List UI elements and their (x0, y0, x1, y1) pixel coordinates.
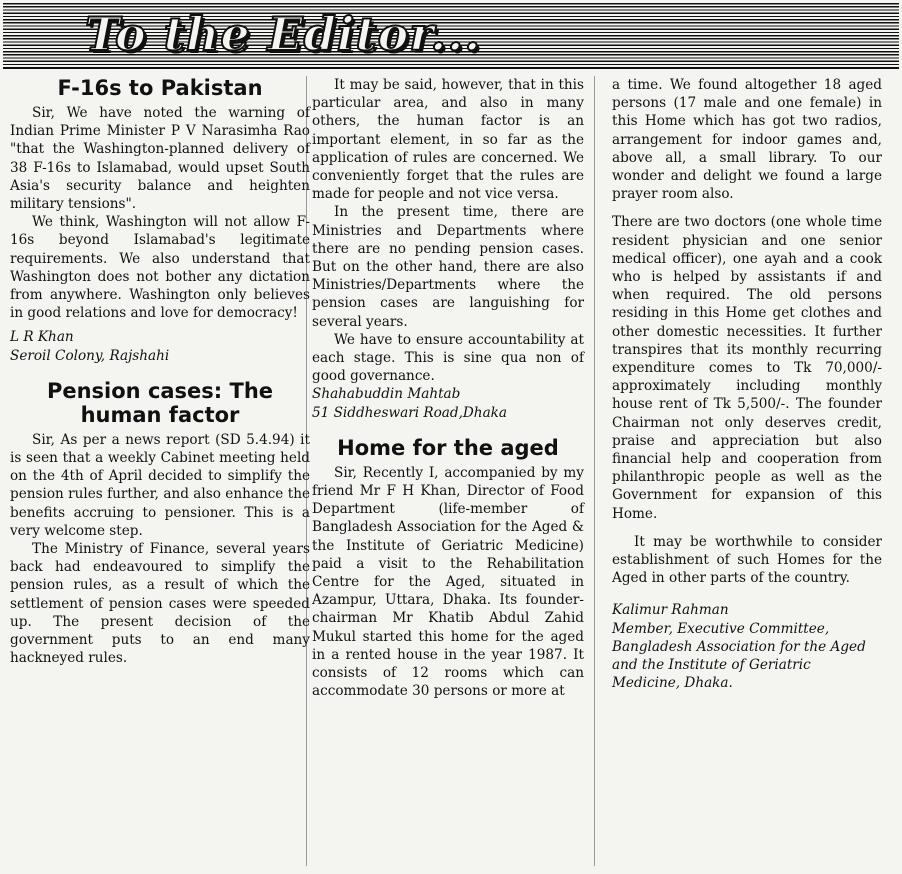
letter-paragraph: Sir, We have noted the warning of Indian Prime Minister P V Narasimha Rao "that the Washington-planned delivery of 38 F-16s to Islamabad, would upset South Asia's security balance and heighten military tensions". (10, 105, 310, 213)
column-1 (10, 76, 310, 667)
letter-signature-name: Kalimur Rahman (612, 602, 729, 619)
letter-paragraph: There are two doctors (one whole time resident physician and one senior medical officer), one ayah and a cook who is helped by assistants if and when required. The old persons residing in this Home get clothes and other domestic necessities. It further transpires that its monthly recurring expenditure comes to Tk 70,000/- approximately including monthly house rent of Tk 5,500/-. The founder Chairman not only deserves credit, praise and appreciation but also financial help and cooperation from philanthropic people as well as the Government for expansion of this Home. (612, 214, 882, 522)
letter-signature-organization: Bangladesh Association for the Aged and the Institute of Geriatric Medicine, Dhaka. (612, 638, 866, 692)
letter-signature-address: 51 Siddheswari Road,Dhaka (312, 404, 508, 421)
letter-paragraph: Sir, Recently I, accompanied by my friend Mr F H Khan, Director of Food Department (life-member of Bangladesh Association for the Aged & the Institute of Geriatric Medicine) paid a visit to the Rehabilitation Centre for the Aged, situated in Azampur, Uttara, Dhaka. Its founder-chairman Mr Khatib Abdul Zahid Mukul started this home for the aged in a rented house in the year 1987. It consists of 12 rooms which can accommodate 30 persons or more at (312, 464, 584, 700)
letter-headline: Pension cases: The human factor (46, 378, 274, 427)
letter-signature-name: Shahabuddin Mahtab (312, 386, 461, 403)
letter-signature-address: Seroil Colony, Rajshahi (10, 347, 170, 364)
letter-home-aged-continued (612, 76, 882, 693)
section-banner (3, 3, 899, 69)
letter-headline: F-16s to Pakistan (57, 76, 263, 100)
letter-headline: Home for the aged (337, 435, 559, 460)
letter-paragraph: In the present time, there are Ministries and Departments where there are no pending pension cases. But on the other hand, there are also Ministries/Departments where the pension cases are languishing for several years. (312, 204, 584, 330)
letter-signature-name: L R Khan (10, 329, 74, 346)
letter-paragraph: It may be said, however, that in this particular area, and also in many others, the human factor is an important element, in so far as the application of rules are concerned. We conveniently forget that the rules are made for people and not vice versa. (312, 77, 584, 203)
letter-paragraph: It may be worthwhile to consider establishment of such Homes for the Aged in other parts of the country. (612, 533, 882, 587)
letter-paragraph: We think, Washington will not allow F-16s beyond Islamabad's legitimate requirements. We also understand that Washington does not bother any dictation from anywhere. Washington only believes in good relations and love for democracy! (10, 214, 310, 322)
section-title: To the Editor... (85, 7, 482, 61)
letter-paragraph: The Ministry of Finance, several years back had endeavoured to simplify the pension rules, as a result of which the settlement of pension cases were speeded up. The present decision of the government puts to an end many hackneyed rules. (10, 541, 310, 667)
letter-home-aged (312, 436, 584, 701)
letter-signature-title: Member, Executive Committee, (612, 620, 830, 637)
letter-pension-continued (312, 76, 584, 422)
letter-paragraph: Sir, As per a news report (SD 5.4.94) it is seen that a weekly Cabinet meeting held on the 4th of April decided to simplify the pension rules further, and also enhance the benefits accruing to pensioner. This is a very welcome step. (10, 431, 310, 539)
letter-paragraph: We have to ensure accountability at each stage. This is sine qua non of good governance. (312, 331, 584, 385)
letter-f16 (10, 76, 310, 365)
letter-pension (10, 379, 310, 668)
column-2 (312, 76, 584, 701)
letter-paragraph: a time. We found altogether 18 aged persons (17 male and one female) in this Home which has got two radios, arrangement for indoor games and, above all, a small library. To our wonder and delight we found a large prayer room also. (612, 77, 882, 203)
column-3 (612, 76, 882, 693)
column-divider (594, 76, 595, 866)
